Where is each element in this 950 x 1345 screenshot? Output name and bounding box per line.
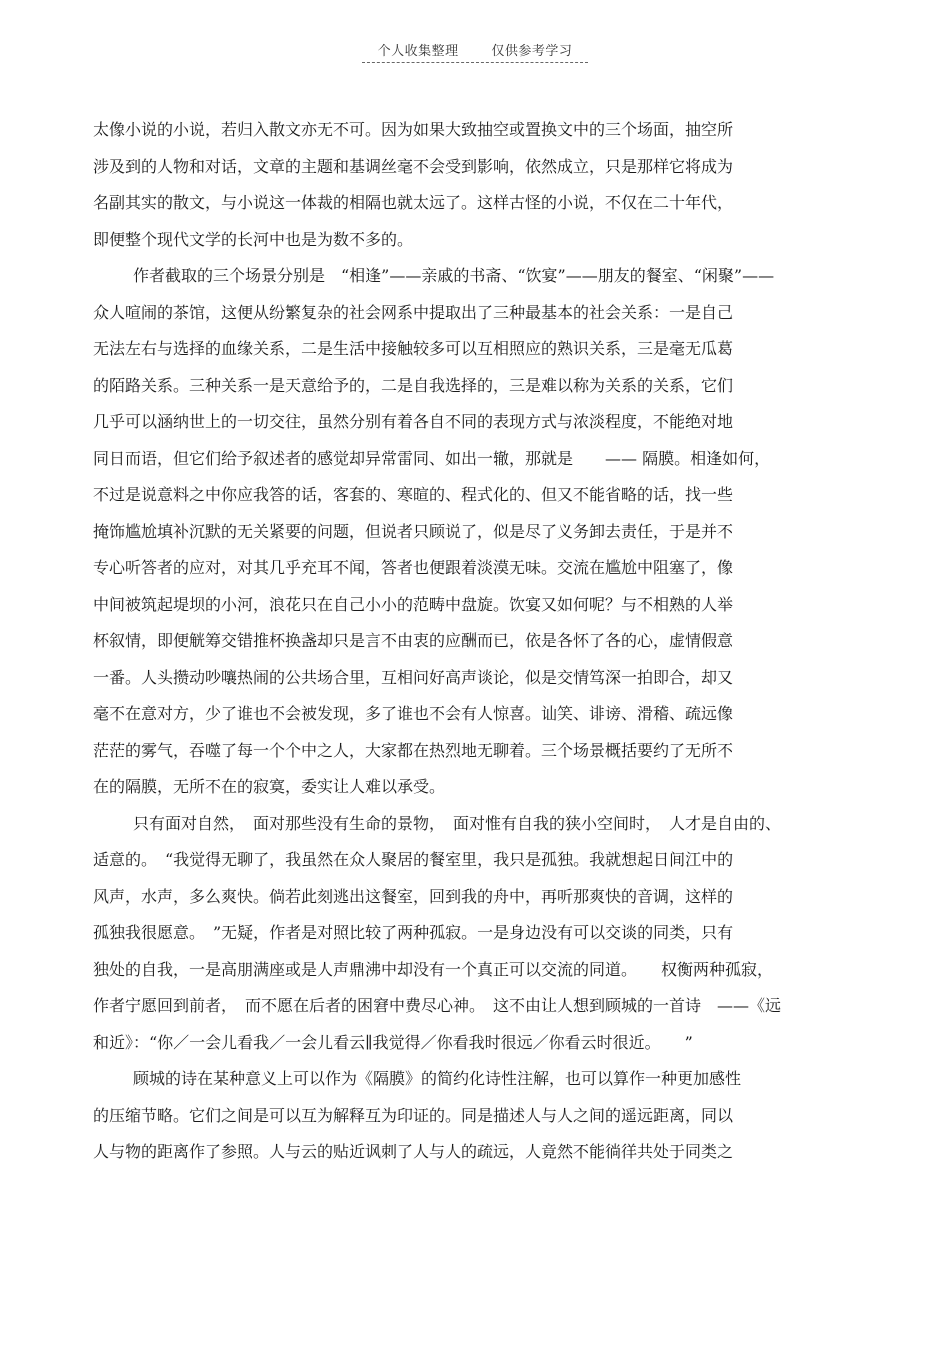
text-line: 涉及到的人物和对话，文章的主题和基调丝毫不会受到影响，依然成立，只是那样它将成为: [93, 156, 734, 176]
text-line: 独处的自我，一是高朋满座或是人声鼎沸中却没有一个真正可以交流的同道。 权衡两种孤寂，: [93, 959, 774, 979]
header-left-text: 个人收集整理: [377, 44, 459, 59]
text-line: 孤独我很愿意。 ”无疑，作者是对照比较了两种孤寂。一是身边没有可以交谈的同类，只有: [93, 923, 734, 942]
paragraph-start-line: 作者截取的三个场景分别是 “相逢”——亲戚的书斋、“饮宴”——朋友的餐室、“闲聚”——: [133, 266, 775, 285]
text-line: 即便整个现代文学的长河中也是为数不多的。: [93, 229, 414, 249]
text-line: 太像小说的小说，若归入散文亦无不可。因为如果大致抽空或置换文中的三个场面，抽空所: [93, 120, 734, 139]
text-line: 的压缩节略。它们之间是可以互为解释互为印证的。同是描述人与人之间的遥远距离，同以: [93, 1105, 734, 1125]
text-line: 风声，水声，多么爽快。倘若此刻逃出这餐室，回到我的舟中，再听那爽快的音调，这样的: [93, 886, 734, 906]
text-line: 无法左右与选择的血缘关系，二是生活中接触较多可以互相照应的熟识关系，三是毫无瓜葛: [93, 339, 734, 358]
text-line: 杯叙情，即便觥筹交错推杯换盏却只是言不由衷的应酬而已，依是各怀了各的心，虚情假意: [93, 631, 734, 650]
text-line: 作者宁愿回到前者， 而不愿在后者的困窘中费尽心神。 这不由让人想到顾城的一首诗 ——《远: [93, 996, 782, 1015]
document-body: [93, 112, 863, 1171]
paragraph-start-line: 顾城的诗在某种意义上可以作为《隔膜》的简约化诗性注解，也可以算作一种更加感性: [133, 1069, 742, 1088]
text-line: 适意的。 “我觉得无聊了，我虽然在众人聚居的餐室里，我只是孤独。我就想起日间江中的: [93, 850, 734, 869]
header-right-text: 仅供参考学习: [491, 44, 573, 59]
text-line: 名副其实的散文，与小说这一体裁的相隔也就太远了。这样古怪的小说，不仅在二十年代，: [93, 193, 734, 212]
header-bar: [362, 40, 589, 63]
text-line: 不过是说意料之中你应我答的话，客套的、寒暄的、程式化的、但又不能省略的话，找一些: [93, 485, 734, 504]
text-line: 中间被筑起堤坝的小河，浪花只在自己小小的范畴中盘旋。饮宴又如何呢？与不相熟的人举: [93, 594, 734, 614]
text-line: 毫不在意对方，少了谁也不会被发现，多了谁也不会有人惊喜。讪笑、诽谤、滑稽、疏远像: [93, 704, 734, 723]
paragraph-start-line: 只有面对自然， 面对那些没有生命的景物， 面对惟有自我的狭小空间时， 人才是自由的、: [133, 813, 782, 833]
text-line: 在的隔膜，无所不在的寂寞，委实让人难以承受。: [93, 777, 446, 796]
text-line: 的陌路关系。三种关系一是天意给予的，二是自我选择的，三是难以称为关系的关系，它们: [93, 375, 734, 395]
text-line: 一番。人头攒动吵嚷热闹的公共场合里，互相问好高声谈论，似是交情笃深一拍即合，却又: [93, 667, 734, 687]
page-header: [0, 40, 950, 63]
text-line: 掩饰尴尬填补沉默的无关紧要的问题，但说者只顾说了，似是尽了义务卸去责任，于是并不: [93, 521, 734, 541]
text-line: 茫茫的雾气，吞噬了每一个个中之人，大家都在热烈地无聊着。三个场景概括要约了无所不: [93, 740, 734, 760]
text-line: 众人喧闹的茶馆，这便从纷繁复杂的社会网系中提取出了三种最基本的社会关系：一是自己: [93, 302, 734, 322]
text-line: 人与物的距离作了参照。人与云的贴近讽刺了人与人的疏远，人竟然不能徜徉共处于同类之: [93, 1142, 734, 1161]
text-line: 专心听答者的应对，对其几乎充耳不闻，答者也便跟着淡漠无味。交流在尴尬中阻塞了，像: [93, 558, 734, 577]
text-line: 和近》：“你／一会儿看我／一会儿看云∥我觉得／你看我时很远／你看云时很近。 ”: [93, 1032, 693, 1052]
text-line: 同日而语，但它们给予叙述者的感觉却异常雷同、如出一辙，那就是 —— 隔膜。相逢如何，: [93, 448, 771, 468]
text-line: 几乎可以涵纳世上的一切交往，虽然分别有着各自不同的表现方式与浓淡程度，不能绝对地: [93, 412, 734, 431]
